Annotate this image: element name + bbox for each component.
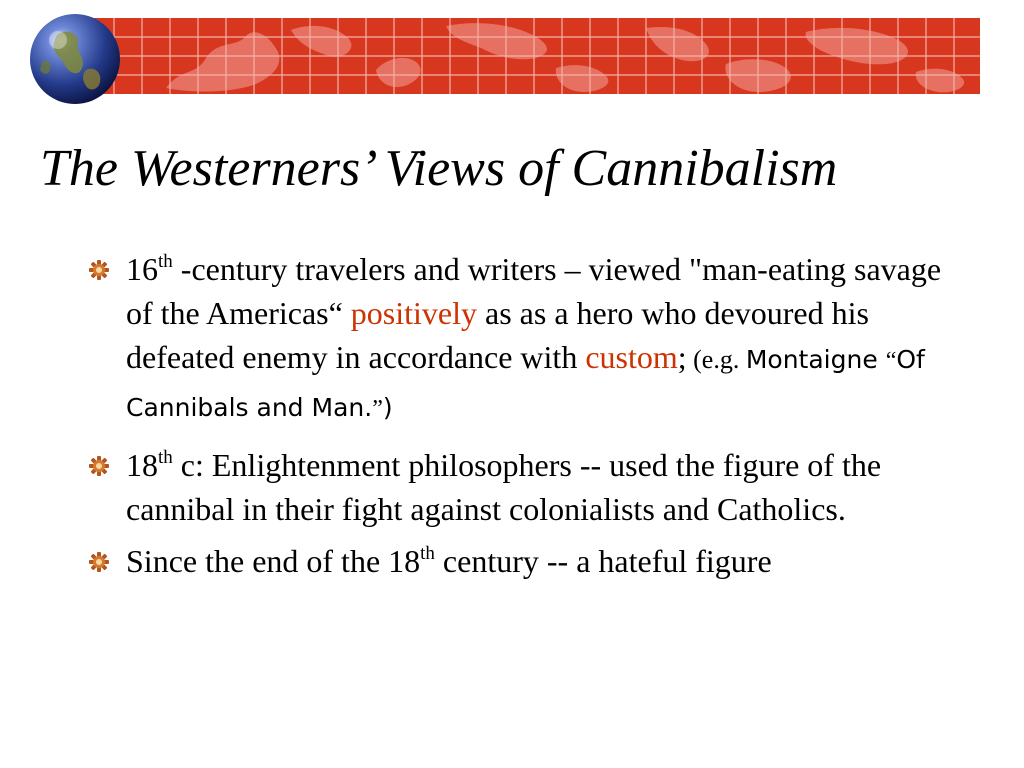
gear-bullet-icon — [88, 259, 110, 281]
gear-bullet-icon — [88, 551, 110, 573]
bullet-item-18th-century — [88, 443, 968, 531]
slide-title: The Westerners’ Views of Cannibalism — [40, 140, 838, 197]
gear-bullet-icon — [88, 455, 110, 477]
bullet-item-end-18th-century — [88, 539, 968, 583]
globe-icon — [28, 12, 122, 106]
bullet-text: 16th -century travelers and writers – viewed "man-eating savage of the Americas“ positively as as a hero who devoured his defeated enemy in accordance with custom; (e.g. Montaigne “Of Cannibals and Man.”) — [126, 251, 942, 422]
bullet-item-16th-century — [88, 247, 968, 431]
highlight-positively: positively — [350, 295, 478, 331]
world-map-banner — [86, 18, 980, 94]
bullet-list — [88, 247, 968, 583]
bullet-text: Since the end of the 18th century -- a hateful figure — [126, 543, 772, 579]
work-title: Of Cannibals and Man. — [126, 345, 925, 422]
author-name: Montaigne — [745, 345, 878, 374]
highlight-custom: custom — [585, 339, 678, 375]
bullet-text: 18th c: Enlightenment philosophers -- used the figure of the cannibal in their fight against colonialists and Catholics. — [126, 447, 882, 527]
